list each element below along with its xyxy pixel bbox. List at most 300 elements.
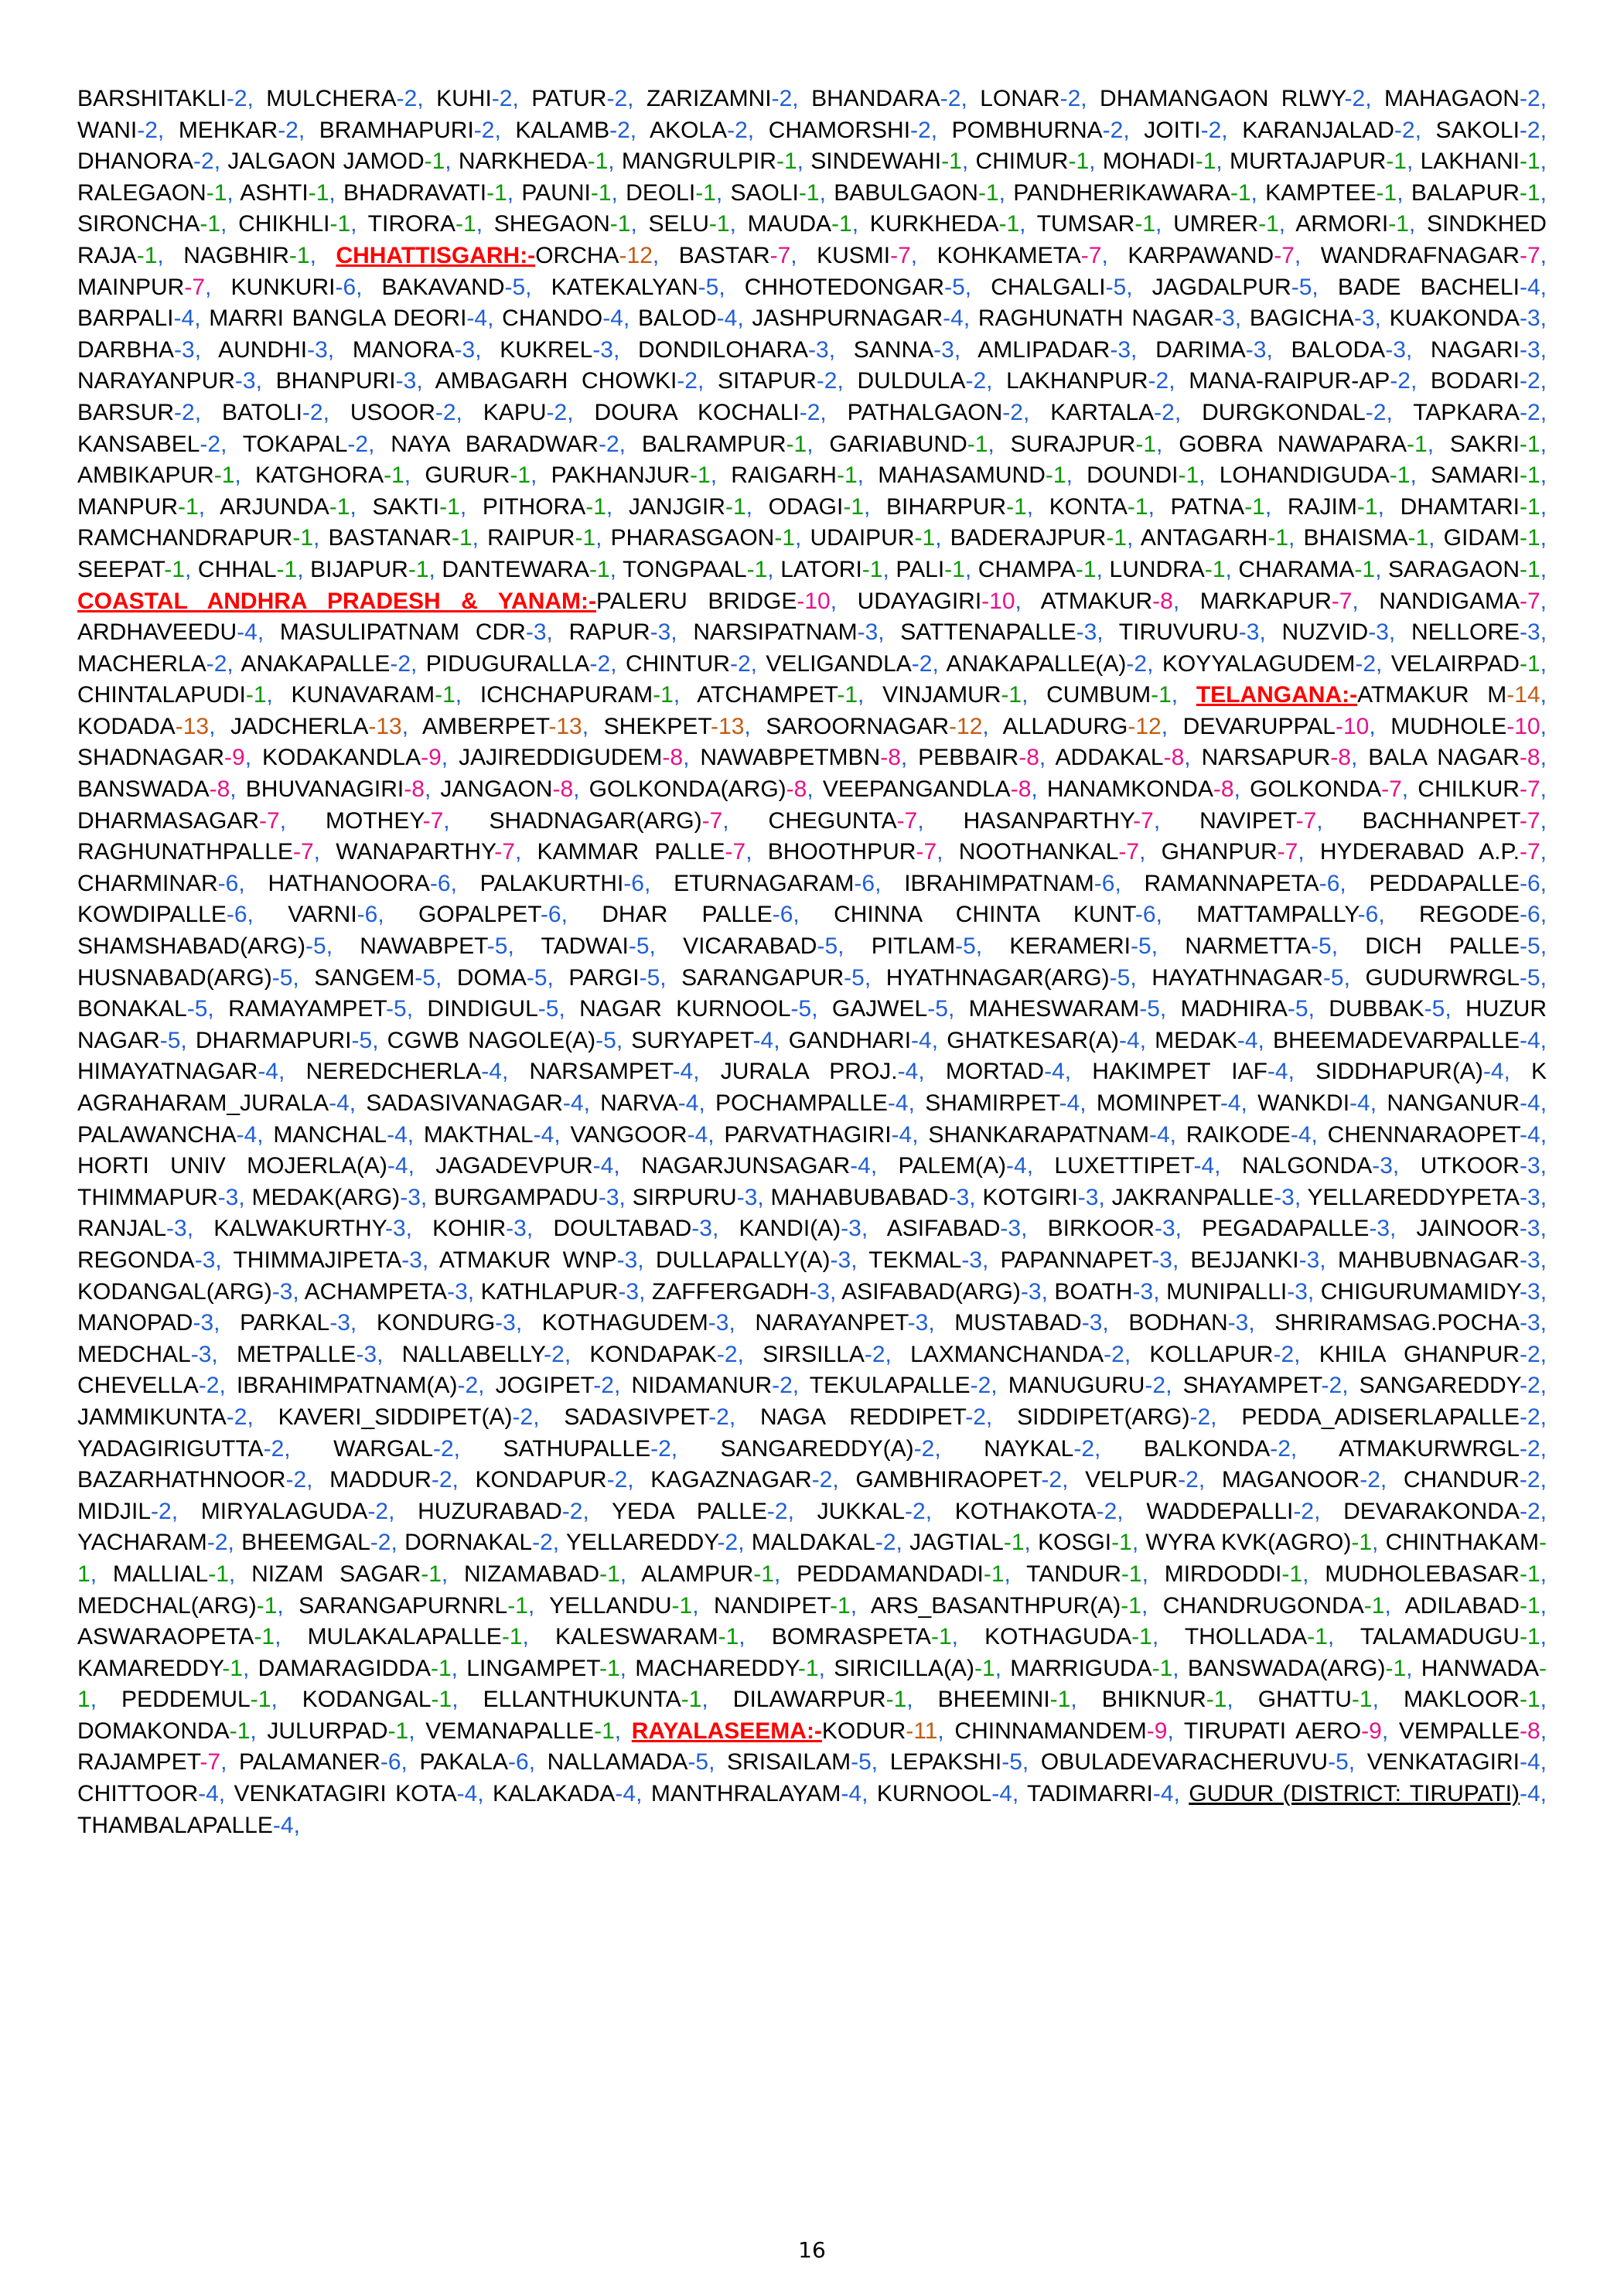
dash: - <box>677 368 685 394</box>
dash: - <box>587 148 595 175</box>
dash: - <box>811 1467 820 1493</box>
station-entry <box>896 557 971 582</box>
dash: - <box>222 1655 230 1681</box>
station-count: 4 <box>895 1090 909 1116</box>
station-name: BIRKOOR <box>1047 1216 1155 1242</box>
station-entry <box>568 965 666 991</box>
station-entry <box>503 1436 677 1462</box>
station-entry <box>77 1467 313 1493</box>
dash: - <box>1077 1184 1086 1210</box>
station-name: GHATKESAR(A) <box>947 1027 1119 1053</box>
station-count: 8 <box>888 745 901 771</box>
station-count: 3 <box>1380 1153 1393 1179</box>
station-count: 1 <box>1266 211 1279 237</box>
station-entry <box>1144 1436 1297 1462</box>
separator: , <box>475 336 482 363</box>
station-count: 7 <box>430 807 444 834</box>
separator: , <box>745 493 752 520</box>
dash: - <box>415 964 423 991</box>
separator: , <box>1372 1530 1379 1556</box>
station-name: SURAJPUR <box>1010 431 1136 457</box>
station-count: 1 <box>221 462 235 489</box>
dash: - <box>687 1121 695 1148</box>
station-count: 2 <box>601 1373 614 1399</box>
separator: , <box>864 493 871 520</box>
station-entry <box>1144 118 1227 143</box>
separator: , <box>1131 336 1138 363</box>
separator: , <box>477 1781 484 1807</box>
dash: - <box>1506 713 1515 739</box>
station-count: 2 <box>377 1530 391 1556</box>
station-count: 1 <box>839 211 852 237</box>
station-entry <box>77 1749 227 1775</box>
station-count: 2 <box>1527 1404 1540 1430</box>
station-name: VENKATAGIRI KOTA <box>234 1781 457 1807</box>
station-count: 5 <box>1527 964 1540 991</box>
station-count: 1 <box>1252 493 1265 520</box>
dash: - <box>456 1781 465 1807</box>
station-name: RAGHUNATH NAGAR <box>977 305 1215 332</box>
station-name: HORTI UNIV MOJERLA(A) <box>77 1153 387 1179</box>
station-name: KUNAVARAM <box>291 682 435 708</box>
station-name: JAGDALPUR <box>1151 274 1291 300</box>
station-count: 1 <box>1527 462 1540 489</box>
page-number: 16 <box>798 2237 826 2263</box>
station-count: 1 <box>172 556 185 582</box>
station-entry <box>982 1185 1104 1210</box>
station-count: 8 <box>1527 745 1540 771</box>
separator: , <box>322 399 329 425</box>
separator: , <box>194 336 202 363</box>
station-entry <box>589 776 814 802</box>
separator: , <box>606 493 613 520</box>
station-name: DHAR PALLE <box>602 902 773 928</box>
dash: - <box>594 1718 602 1744</box>
dash: - <box>526 964 534 991</box>
dash: - <box>916 839 924 865</box>
station-entry <box>529 1059 699 1084</box>
separator: , <box>1540 964 1547 991</box>
separator: , <box>1376 650 1383 677</box>
station-entry <box>693 619 884 645</box>
station-count: 2 <box>1281 1341 1295 1367</box>
station-count: 4 <box>623 1781 636 1807</box>
station-entry <box>419 1749 535 1775</box>
station-name: SAKOLI <box>1435 117 1520 143</box>
station-name: CHILKUR <box>1418 776 1520 803</box>
dash: - <box>967 431 975 457</box>
dash: - <box>137 117 145 143</box>
station-count: 3 <box>513 1216 527 1242</box>
separator: , <box>1148 493 1155 520</box>
dash: - <box>911 1027 919 1053</box>
station-entry <box>811 86 967 111</box>
station-name: DOMA <box>456 964 527 991</box>
dash: - <box>875 1530 883 1556</box>
dash: - <box>367 1498 376 1524</box>
separator: , <box>1012 1781 1019 1807</box>
station-count: 2 <box>201 148 214 175</box>
dash: - <box>1519 117 1527 143</box>
station-name: TALAMADUGU <box>1360 1624 1520 1650</box>
station-name: SHADNAGAR <box>77 745 225 771</box>
separator: , <box>1123 117 1130 143</box>
separator: , <box>660 964 667 991</box>
station-count: 3 <box>1527 336 1540 363</box>
separator: , <box>1024 1530 1031 1556</box>
station-count: 2 <box>1363 650 1377 677</box>
station-entry <box>500 337 619 363</box>
separator: , <box>567 399 574 425</box>
station-entry <box>984 1436 1100 1462</box>
station-name: KOYYALAGUDEM <box>1162 650 1356 677</box>
station-count: 1 <box>391 462 404 489</box>
separator: , <box>932 650 939 677</box>
station-entry <box>955 1499 1124 1524</box>
separator: , <box>313 525 320 551</box>
separator: , <box>611 179 618 206</box>
station-entry <box>237 1373 485 1398</box>
station-name: THIMMAJIPETA <box>233 1247 402 1273</box>
dash: - <box>209 776 217 803</box>
dash: - <box>329 493 337 520</box>
station-name: JOGIPET <box>495 1373 594 1399</box>
station-entry <box>1338 275 1547 300</box>
separator: , <box>811 996 818 1022</box>
separator: , <box>1198 1467 1206 1493</box>
station-count: 4 <box>899 1121 913 1148</box>
station-count: 2 <box>404 86 418 111</box>
station-name: RAIPUR <box>487 525 575 551</box>
station-count: 7 <box>1281 242 1295 268</box>
station-name: NARKHEDA <box>458 148 588 175</box>
dash: - <box>1213 776 1221 803</box>
separator: , <box>912 1121 919 1148</box>
separator: , <box>1540 650 1547 677</box>
station-name: KUHI <box>436 86 492 111</box>
station-count: 8 <box>1160 588 1173 614</box>
dash: - <box>771 86 780 111</box>
dash: - <box>384 1216 393 1242</box>
dash: - <box>308 179 316 206</box>
station-entry <box>1056 745 1191 770</box>
station-entry <box>427 996 565 1022</box>
separator: , <box>1307 1278 1315 1305</box>
station-name: MURTAJAPUR <box>1230 148 1387 175</box>
separator: , <box>623 305 630 332</box>
station-name: DHARMASAGAR <box>77 807 260 834</box>
station-entry <box>77 275 211 300</box>
station-count: 2 <box>355 431 369 457</box>
station-entry <box>721 1059 925 1084</box>
station-name: NEREDCHERLA <box>305 1059 482 1085</box>
dash: - <box>841 1216 849 1242</box>
dash: - <box>1519 1341 1527 1367</box>
station-count: 5 <box>1330 964 1344 991</box>
station-count: 4 <box>1244 1027 1258 1053</box>
separator: , <box>441 745 449 771</box>
station-name: ANAKAPALLE(A) <box>946 650 1127 677</box>
station-count: 2 <box>271 1435 285 1462</box>
station-entry <box>589 1342 744 1367</box>
dash: - <box>1361 1718 1370 1744</box>
dash: - <box>451 525 459 551</box>
station-name: HYDERABAD A.P. <box>1319 839 1520 865</box>
station-count: 5 <box>1295 996 1308 1022</box>
separator: , <box>1022 1749 1029 1776</box>
separator: , <box>1428 525 1435 551</box>
separator: , <box>1221 117 1228 143</box>
station-name: JUKKAL <box>817 1498 906 1524</box>
dash: - <box>914 525 923 551</box>
dash: - <box>1274 1184 1282 1210</box>
station-name: DILAWARPUR <box>732 1687 886 1713</box>
station-entry <box>870 211 1026 237</box>
station-count: 2 <box>234 1404 247 1430</box>
station-name: KAGAZNAGAR <box>650 1467 812 1493</box>
station-name: ELLANTHUKUNTA <box>483 1687 681 1713</box>
separator: , <box>954 336 961 363</box>
separator: , <box>271 1687 278 1713</box>
station-count: 4 <box>265 1059 279 1085</box>
station-entry <box>1319 1342 1547 1367</box>
separator: , <box>452 1467 459 1493</box>
station-name: ADDAKAL <box>1055 745 1164 771</box>
station-count: 4 <box>474 305 488 332</box>
station-count: 1 <box>1359 1687 1373 1713</box>
station-name: TIRUPATI AERO <box>1183 1718 1362 1744</box>
station-count: 4 <box>1527 1781 1540 1807</box>
separator: , <box>918 1059 925 1085</box>
separator: , <box>1410 462 1417 489</box>
station-entry <box>1339 1436 1547 1462</box>
station-entry <box>436 86 519 111</box>
separator: , <box>1540 870 1547 896</box>
separator: , <box>1331 933 1339 960</box>
station-count: 3 <box>956 1184 970 1210</box>
station-count: 4 <box>570 1090 584 1116</box>
separator: , <box>1540 399 1547 425</box>
dash: - <box>1154 1216 1162 1242</box>
separator: , <box>1161 713 1169 739</box>
separator: , <box>408 1153 415 1179</box>
station-name: KALWAKURTHY <box>213 1216 385 1242</box>
dash: - <box>347 431 356 457</box>
station-count: 3 <box>1393 336 1406 363</box>
station-count: 3 <box>174 1216 187 1242</box>
dash: - <box>1520 462 1528 489</box>
station-entry <box>77 1247 222 1273</box>
dash: - <box>1519 148 1527 175</box>
station-name: MIRYALAGUDA <box>200 1498 368 1524</box>
station-count: 7 <box>207 1749 221 1776</box>
station-name: CHHAL <box>197 556 277 582</box>
station-entry <box>273 1122 414 1148</box>
station-name: MOHADI <box>1102 148 1196 175</box>
station-name: VENKATAGIRI <box>1366 1749 1520 1776</box>
station-count: 2 <box>465 1373 479 1399</box>
station-entry <box>952 118 1130 143</box>
dash: - <box>408 556 416 582</box>
station-count: 5 <box>824 933 838 960</box>
dash: - <box>1163 745 1172 771</box>
dash: - <box>1146 1718 1155 1744</box>
separator: , <box>1386 399 1393 425</box>
dash: - <box>562 1090 571 1116</box>
station-name: KOHKAMETA <box>937 242 1081 268</box>
station-name: SAROORNAGAR <box>766 713 950 739</box>
separator: , <box>1339 870 1346 896</box>
dash: - <box>1520 933 1528 960</box>
station-name: SIDDHAPUR(A) <box>1315 1059 1483 1085</box>
station-name: THAMBALAPALLE <box>77 1812 273 1838</box>
station-count: 6 <box>1326 870 1340 896</box>
station-count: 5 <box>512 274 526 300</box>
station-entry <box>77 1624 281 1650</box>
station-name: MADDUR <box>329 1467 432 1493</box>
separator: , <box>546 619 553 646</box>
dash: - <box>623 870 632 896</box>
station-name: ATMAKURWRGL <box>1339 1435 1520 1462</box>
dash: - <box>1520 902 1528 928</box>
separator: , <box>329 179 336 206</box>
station-name: BASTANAR <box>328 525 452 551</box>
station-count: 3 <box>1527 1153 1540 1179</box>
dash: - <box>481 1059 490 1085</box>
dash: - <box>691 1216 700 1242</box>
station-name: CHAMPA <box>977 556 1076 582</box>
station-count: 3 <box>202 1247 216 1273</box>
station-count: 4 <box>1298 1121 1312 1148</box>
dash: - <box>786 431 794 457</box>
station-name: BALODA <box>1291 336 1386 363</box>
dash: - <box>254 1624 262 1650</box>
station-entry <box>360 933 514 959</box>
dash: - <box>808 336 817 363</box>
station-entry <box>1141 525 1295 551</box>
dash: - <box>435 682 443 708</box>
separator: , <box>220 431 227 457</box>
separator: , <box>1169 1121 1176 1148</box>
station-count: 1 <box>922 525 936 551</box>
separator: , <box>670 1435 678 1462</box>
station-count: 2 <box>438 1467 452 1493</box>
station-entry <box>77 557 191 582</box>
dash: - <box>864 1341 872 1367</box>
station-count: 2 <box>716 1404 729 1430</box>
station-entry <box>631 1028 780 1053</box>
station-name: KUSMI <box>817 242 891 268</box>
station-count: 1 <box>1083 556 1097 582</box>
separator: , <box>1266 336 1273 363</box>
station-count: 2 <box>597 650 611 677</box>
dash: - <box>1519 1561 1527 1587</box>
station-name: HYATHNAGAR(ARG) <box>885 964 1110 991</box>
dash: - <box>769 242 778 268</box>
dash: - <box>1351 1687 1360 1713</box>
station-name: PARKAL <box>240 1310 330 1336</box>
dash: - <box>1126 650 1134 677</box>
station-count: 3 <box>838 1247 851 1273</box>
station-count: 13 <box>183 713 210 739</box>
separator: , <box>995 1655 1001 1681</box>
separator: , <box>582 713 589 739</box>
station-name: SEEPAT <box>77 556 165 582</box>
dash: - <box>1376 179 1384 206</box>
station-count: 4 <box>724 305 738 332</box>
separator: , <box>708 1121 715 1148</box>
station-entry <box>240 180 335 206</box>
dash: - <box>271 1278 280 1305</box>
separator: , <box>947 996 955 1022</box>
dash: - <box>439 493 448 520</box>
separator: , <box>1141 1592 1148 1619</box>
station-count: 2 <box>921 1435 935 1462</box>
dash: - <box>650 1435 659 1462</box>
dash: - <box>910 117 919 143</box>
separator: , <box>773 1561 781 1587</box>
dash: - <box>229 1718 237 1744</box>
dash: - <box>585 493 594 520</box>
station-count: 1 <box>1053 462 1066 489</box>
separator: , <box>1227 1687 1233 1713</box>
separator: , <box>157 117 165 143</box>
dash: - <box>606 1467 615 1493</box>
separator: , <box>227 179 234 206</box>
station-entry <box>1047 776 1240 802</box>
station-entry <box>755 1310 934 1336</box>
station-name: BURGAMPADU <box>434 1184 599 1210</box>
station-name: CHINNA CHINTA KUNT <box>834 902 1135 928</box>
dash: - <box>1360 1467 1368 1493</box>
separator: , <box>1540 556 1547 582</box>
station-count: 8 <box>1220 776 1234 803</box>
station-count: 2 <box>824 368 838 394</box>
station-entry <box>1399 1718 1547 1744</box>
separator: , <box>1342 1373 1349 1399</box>
dash: - <box>504 274 513 300</box>
station-count: 5 <box>1138 933 1151 960</box>
station-count: 1 <box>77 1561 90 1587</box>
station-name: PITHORA <box>482 493 586 520</box>
station-count: 3 <box>225 1184 239 1210</box>
dash: - <box>1093 870 1102 896</box>
station-name: SATTENAPALLE <box>900 619 1076 646</box>
station-name: SIRICILLA(A) <box>834 1655 974 1681</box>
station-name: DORNAKAL <box>404 1530 533 1556</box>
station-entry <box>1273 1028 1547 1053</box>
station-name: BALKONDA <box>1143 1435 1271 1462</box>
station-count: 1 <box>1415 525 1429 551</box>
separator: , <box>1380 1467 1387 1493</box>
station-name: ATCHAMPET <box>697 682 838 708</box>
dash: - <box>890 242 899 268</box>
separator: , <box>1540 305 1547 332</box>
dash: - <box>190 1341 199 1367</box>
separator: , <box>1102 1310 1109 1336</box>
separator: , <box>194 305 201 332</box>
separator: , <box>1311 1121 1318 1148</box>
station-entry <box>77 1185 245 1210</box>
dash: - <box>1519 242 1527 268</box>
station-name: VELAIRPAD <box>1390 650 1520 677</box>
station-count: 1 <box>703 179 716 206</box>
separator: , <box>616 1027 623 1053</box>
separator: , <box>670 619 677 646</box>
station-name: PAKHANJUR <box>551 462 691 489</box>
station-name: ORCHA <box>535 242 619 268</box>
station-name: GHATTU <box>1257 1687 1352 1713</box>
